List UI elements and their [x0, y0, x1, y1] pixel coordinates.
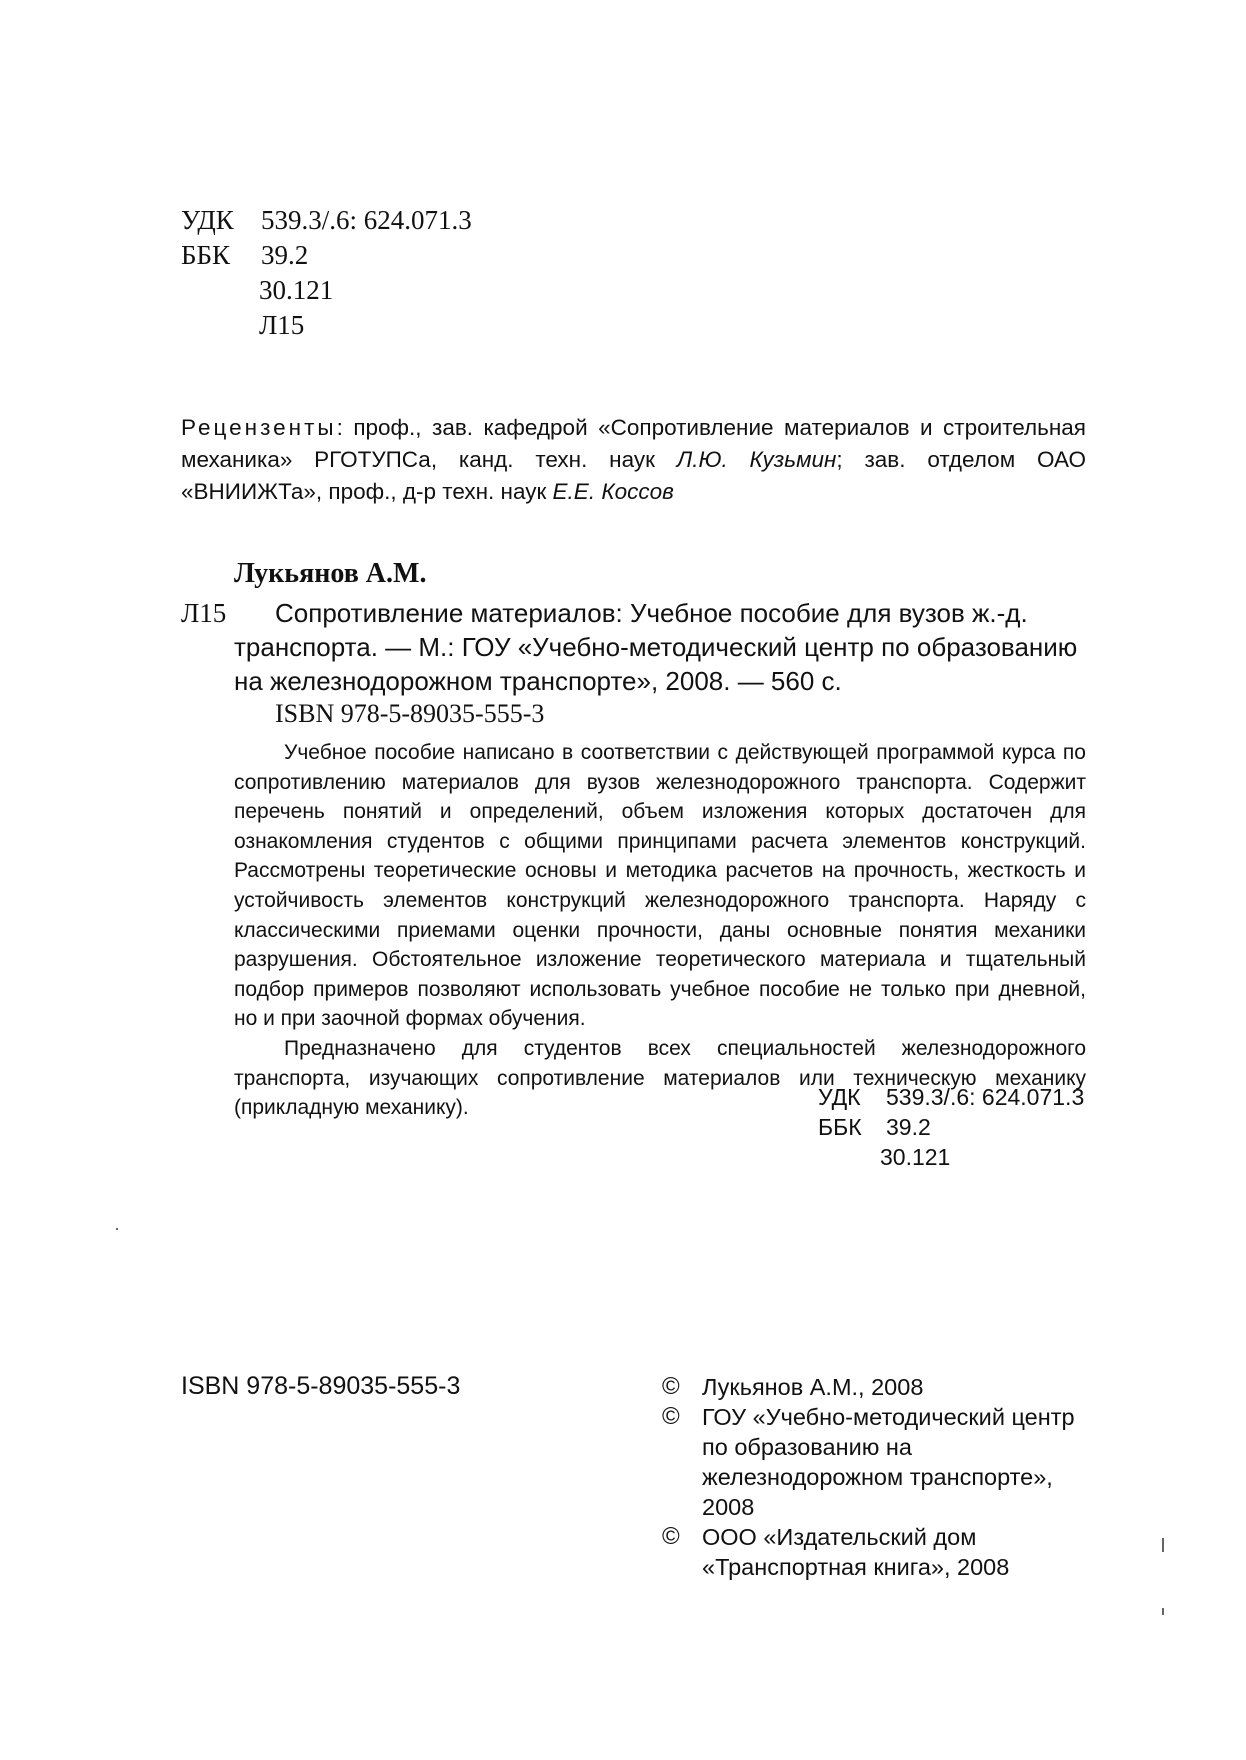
copyright-item	[662, 1522, 1087, 1582]
annotation-paragraph-2: Предназначено для студентов всех специальностей железнодорожного транспорта, изучающих сопротивление материалов или техническую механику (прикладную механику).	[234, 1036, 1086, 1120]
copyright-icon: ©	[662, 1523, 680, 1550]
scan-artifact	[1162, 1608, 1164, 1615]
book-isbn: ISBN 978-5-89035-555-3	[275, 699, 545, 728]
author-mark: Л15	[259, 310, 305, 340]
copyright-item	[662, 1402, 1087, 1522]
copyright-item	[662, 1372, 1087, 1402]
copyright-icon: ©	[662, 1373, 680, 1400]
udk-row-bottom	[818, 1082, 1084, 1112]
copyright-text: ООО «Издательский дом «Транспортная книга», 2008	[702, 1524, 1010, 1580]
udk-label: УДК	[181, 205, 234, 235]
book-title-line-1: Сопротивление материалов: Учебное пособие для вузов ж.-д.	[275, 598, 1028, 628]
scan-artifact	[116, 1228, 118, 1230]
udk-label-bottom: УДК	[818, 1084, 861, 1110]
bbk-row	[181, 238, 472, 273]
call-number: Л15	[181, 598, 227, 628]
reviewers-text-1: : проф., зав. кафедрой «Сопротивление материалов и строительная механика» РГОТУПСа, канд. техн. наук	[181, 415, 1086, 472]
author-mark-row	[181, 308, 472, 343]
bbk-value-2-bottom: 30.121	[880, 1144, 951, 1170]
copyright-icon: ©	[662, 1403, 680, 1430]
copyright-list	[662, 1372, 1087, 1582]
bbk-value-2-row	[181, 273, 472, 308]
annotation-paragraph-1: Учебное пособие написано в соответствии с действующей программой курса по сопротивлению материалов для вузов железнодорожного транспорта. Содержит перечень понятий и определений, объем изложения которых достаточен для ознакомления студентов с общими принципами расчета элементов конструкций. Рассмотрены теоретические основы и методика расчетов на прочность, жесткость и устойчивость элементов конструкций железнодорожного транспорта. Наряду с классическими приемами оценки прочности, даны основные понятия механики разрушения. Обстоятельное изложение теоретического материала и тщательный подбор примеров позволяют использовать учебное пособие не только при дневной, но и при заочной формах обучения.	[234, 741, 1086, 1031]
bbk-value-1: 39.2	[261, 240, 309, 270]
bbk-label-bottom: ББК	[818, 1114, 862, 1140]
classification-block-bottom	[818, 1082, 1084, 1172]
book-title-rest: транспорта. — М.: ГОУ «Учебно-методический центр по образованию на железнодорожном транспорте», 2008. — 560 с.	[234, 632, 1078, 696]
footer-isbn: ISBN 978-5-89035-555-3	[181, 1372, 461, 1400]
scan-artifact	[1162, 1538, 1164, 1552]
annotation	[234, 738, 1086, 1123]
reviewer-name-2: Е.Е. Коссов	[552, 479, 674, 504]
reviewer-name-1: Л.Ю. Кузьмин	[676, 447, 837, 472]
book-author: Лукьянов А.М.	[234, 558, 427, 589]
reviewers-text-2: ; зав. отделом ОАО «ВНИИЖТа», проф., д-р техн. наук	[181, 447, 1086, 504]
reviewers-label: Рецензенты	[181, 415, 337, 440]
udk-value: 539.3/.6: 624.071.3	[261, 205, 472, 235]
bbk-row-bottom	[818, 1112, 1084, 1142]
bbk-value-1-bottom: 39.2	[886, 1114, 931, 1140]
bbk-value-2-bottom-row	[818, 1142, 1084, 1172]
classification-block	[181, 203, 472, 343]
copyright-text: ГОУ «Учебно-методический центр по образованию на железнодорожном транспорте», 2008	[702, 1404, 1075, 1520]
reviewers-paragraph	[181, 412, 1086, 508]
bbk-value-2: 30.121	[259, 275, 334, 305]
udk-row	[181, 203, 472, 238]
bbk-label: ББК	[181, 240, 231, 270]
udk-value-bottom: 539.3/.6: 624.071.3	[886, 1084, 1085, 1110]
copyright-text: Лукьянов А.М., 2008	[702, 1374, 924, 1400]
